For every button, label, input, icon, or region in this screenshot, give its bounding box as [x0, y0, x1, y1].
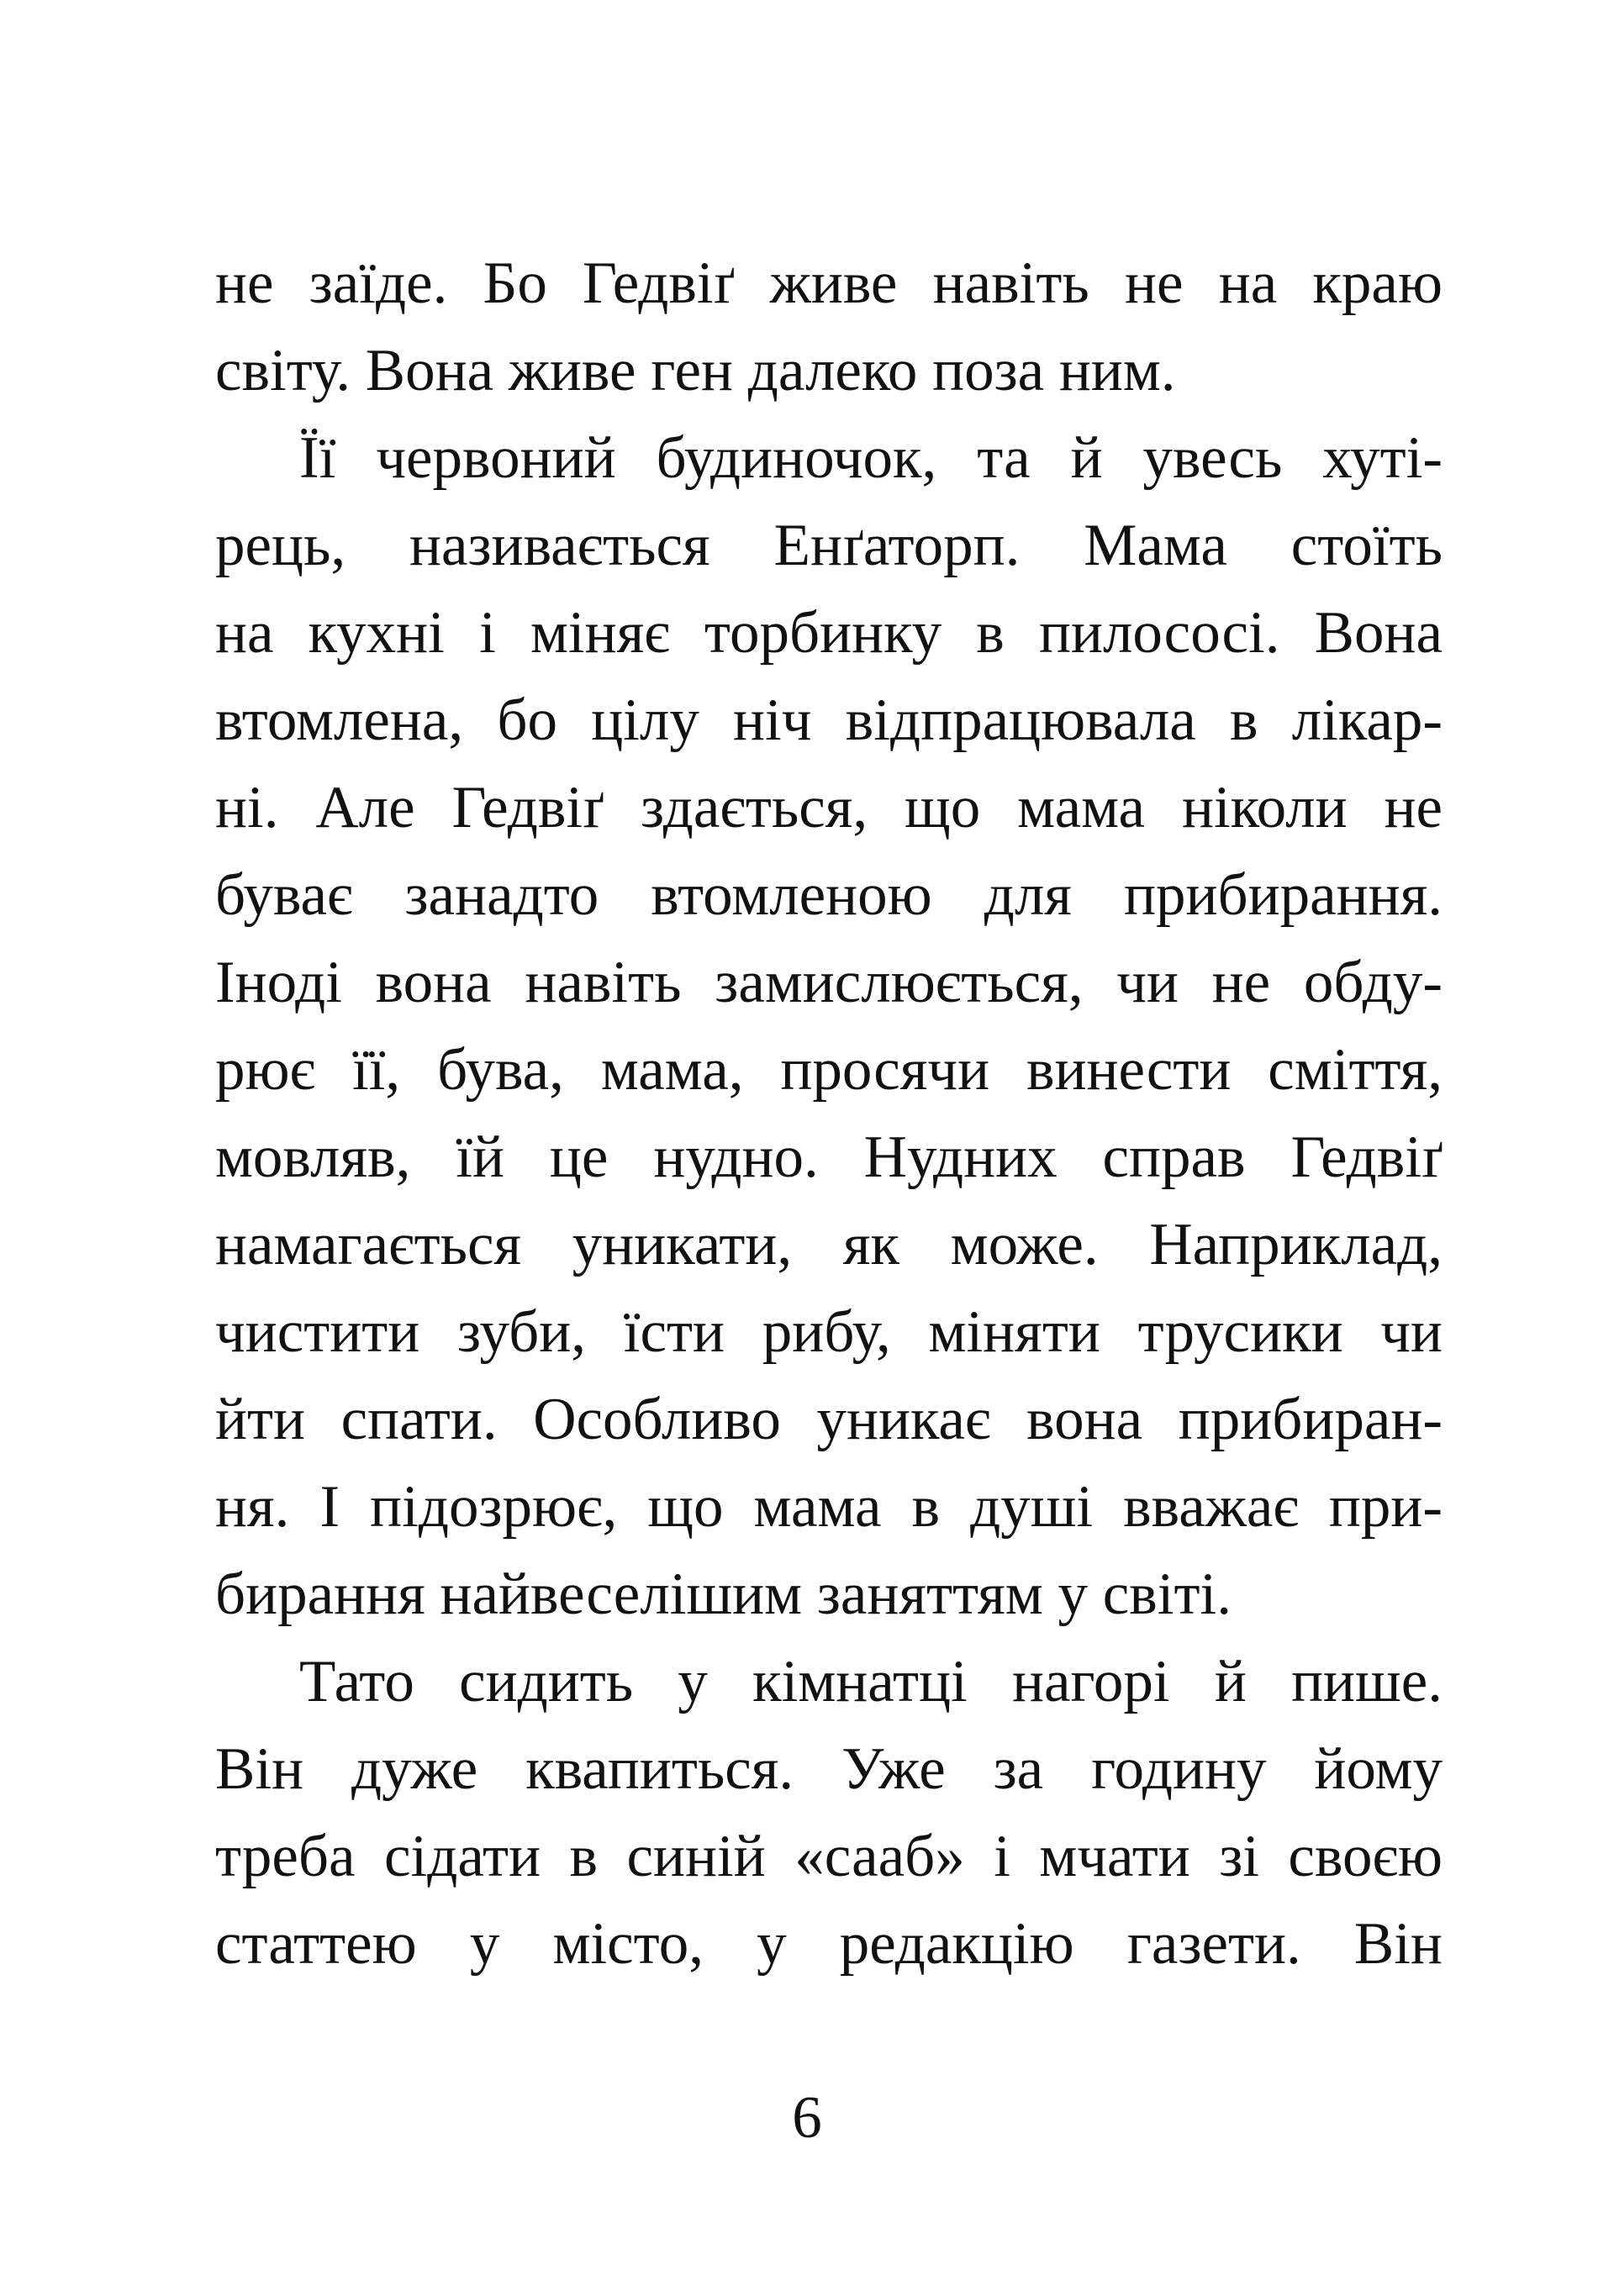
text-line: чистити зуби, їсти рибу, міняти трусики чи	[215, 1299, 1443, 1365]
text-line: мовляв, їй це нудно. Нудних справ Гедвіґ	[215, 1124, 1443, 1190]
text-line: ня. І підозрює, що мама в душі вважає при-	[215, 1474, 1443, 1540]
text-line: бирання найвеселішим заняттям у світі.	[215, 1561, 1232, 1627]
text-line: Іноді вона навіть замислюється, чи не обду-	[215, 950, 1443, 1015]
text-line: рює її, бува, мама, просячи винести сміття,	[215, 1037, 1443, 1103]
body-text	[215, 240, 1443, 1988]
text-line: Тато сидить у кімнатці нагорі й пише.	[299, 1649, 1443, 1714]
text-line: Він дуже квапиться. Уже за годину йому	[215, 1736, 1443, 1802]
text-line: Її червоний будиночок, та й увесь хуті-	[299, 425, 1443, 491]
text-line: рець, називається Енґаторп. Мама стоїть	[215, 513, 1443, 578]
text-line: статтею у місто, у редакцію газети. Він	[215, 1911, 1443, 1977]
text-line: ні. Але Гедвіґ здається, що мама ніколи не	[215, 775, 1443, 840]
text-line: не заїде. Бо Гедвіґ живе навіть не на краю	[215, 250, 1443, 316]
text-line: йти спати. Особливо уникає вона прибиран-	[215, 1387, 1443, 1452]
text-line: намагається уникати, як може. Наприклад,	[215, 1212, 1443, 1277]
text-line: світу. Вона живе ген далеко поза ним.	[215, 338, 1176, 403]
text-line: буває занадто втомленою для прибирання.	[215, 862, 1443, 928]
text-line: втомлена, бо цілу ніч відпрацювала в лікар-	[215, 687, 1443, 753]
page-number: 6	[792, 2085, 822, 2151]
text-line: на кухні і міняє торбинку в пилососі. Вона	[215, 600, 1443, 666]
text-line: треба сідати в синій «сааб» і мчати зі своєю	[215, 1824, 1443, 1889]
